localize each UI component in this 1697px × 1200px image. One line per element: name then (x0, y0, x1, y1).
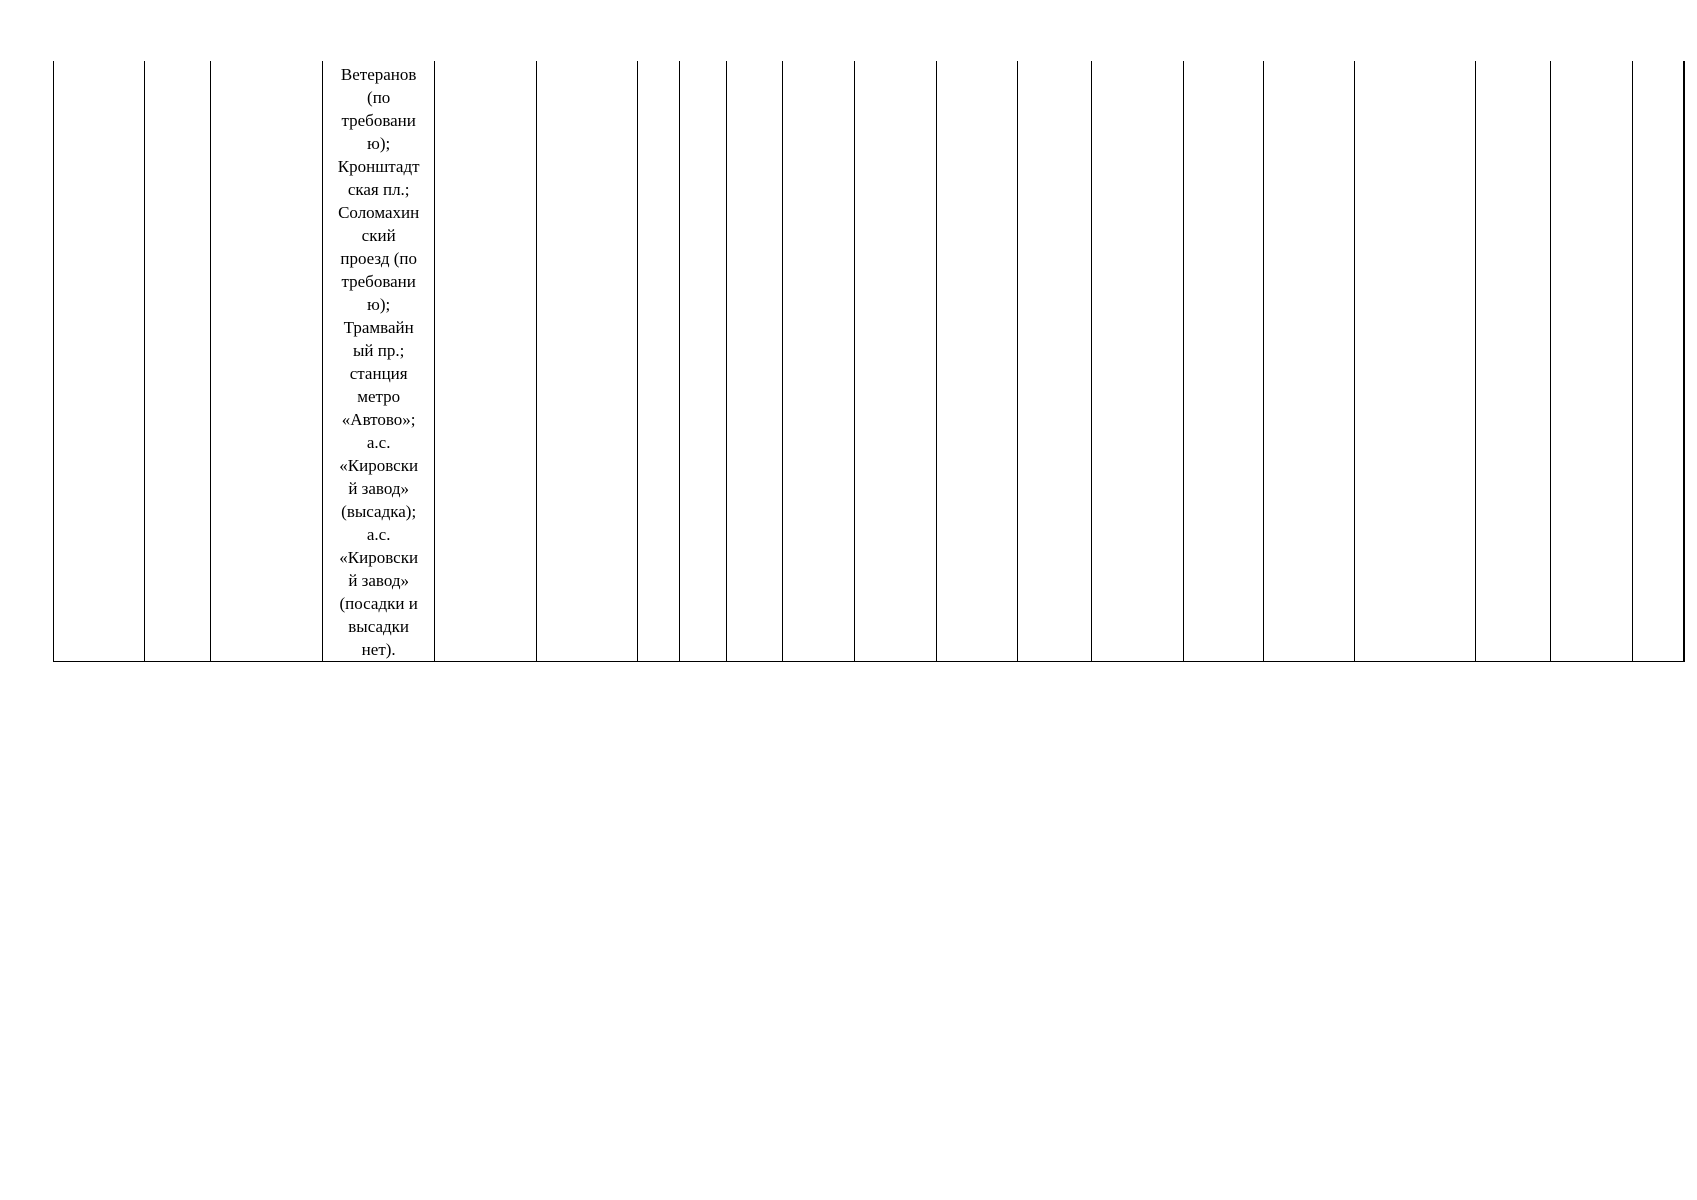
table-cell-16 (1263, 61, 1354, 662)
table-cell-1 (54, 61, 145, 662)
table-cell-17 (1354, 61, 1475, 662)
table-cell-20 (1632, 61, 1683, 662)
table-cell-3 (211, 61, 323, 662)
table-cell-11 (855, 61, 937, 662)
table-cell-18 (1475, 61, 1550, 662)
table-row (54, 61, 1685, 662)
table-cell-14 (1091, 61, 1183, 662)
table-cell-9 (727, 61, 783, 662)
table-cell-13 (1017, 61, 1091, 662)
table-cell-2 (145, 61, 211, 662)
table-cell-19 (1550, 61, 1632, 662)
table-cell-6 (537, 61, 638, 662)
table-cell-5 (435, 61, 537, 662)
table-cell-21 (1683, 61, 1684, 662)
table-cell-15 (1183, 61, 1263, 662)
table-cell-7 (638, 61, 680, 662)
table-cell-8 (680, 61, 727, 662)
table-cell-12 (937, 61, 1017, 662)
stops-list-text: Ветеранов (по требовани ю); Кронштадт ская пл.; Соломахин ский проезд (по требовани ю); Трамвайн ый пр.; станция метро «Автово»; а.с. «Кировски й завод» (высадка); а.с. «Кировски й завод» (посадки и высадки нет). (337, 65, 420, 659)
route-table-continuation (53, 61, 1685, 662)
table-cell-10 (783, 61, 855, 662)
stops-list-cell (323, 61, 435, 662)
